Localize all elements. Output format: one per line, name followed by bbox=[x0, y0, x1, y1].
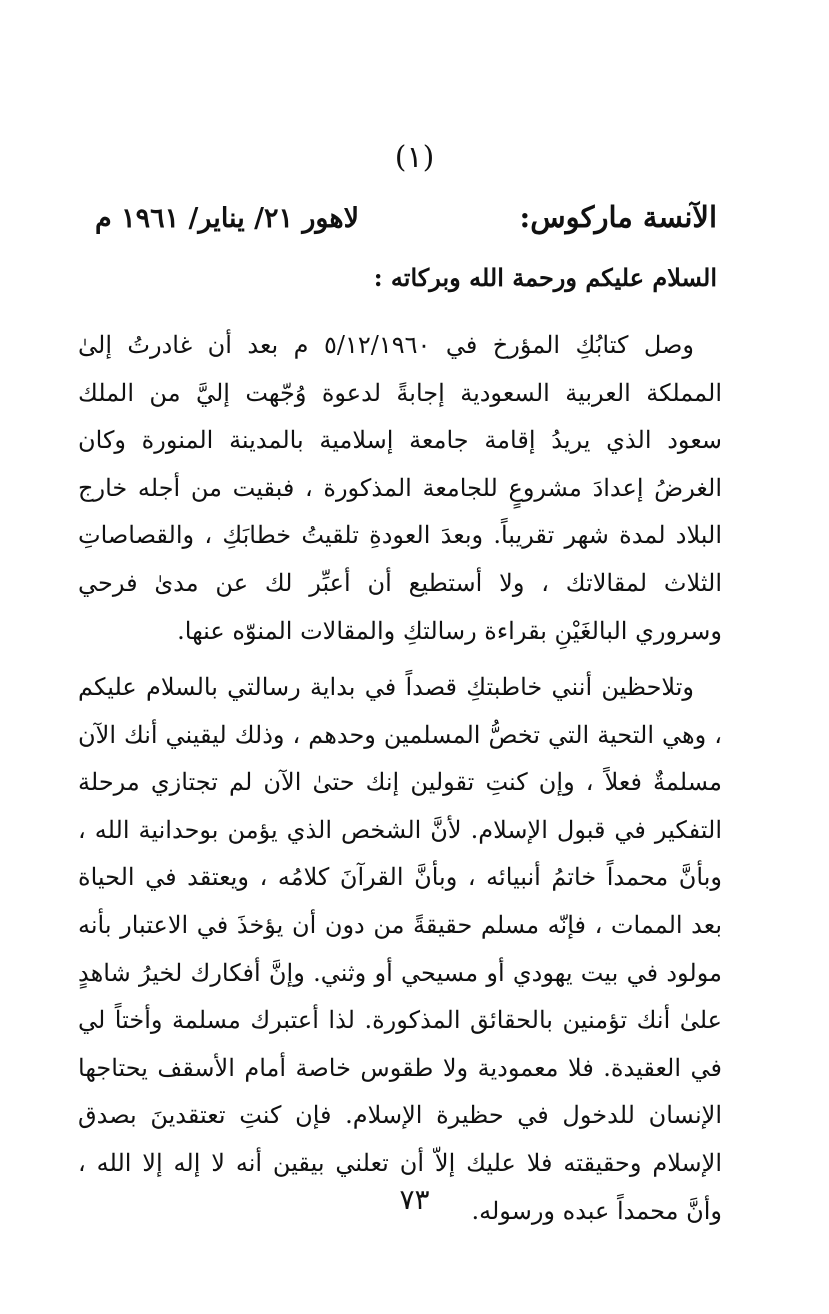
page-number: ٧٣ bbox=[399, 1183, 430, 1216]
letter-number: (١) bbox=[394, 140, 435, 175]
paragraph-2-text: وتلاحظين أنني خاطبتكِ قصداً في بداية رسالتي بالسلام عليكم ، وهي التحية التي تخصُّ المسلمين وحدهم ، وذلك ليقيني أنك الآن مسلمةٌ فعلاً ، وإن كنتِ تقولين إنك حتىٰ الآن لم تجتازي مرحلة التفكير في قبول الإسلام. لأنَّ الشخص الذي يؤمن بوحدانية الله ، وبأنَّ محمداً خاتمُ أنبيائه ، وبأنَّ القرآنَ كلامُه ، ويعتقد في الحياة بعد الممات ، فإنّه مسلم حقيقةً من دون أن يؤخذَ في الاعتبار بأنه مولود في بيت يهودي أو مسيحي أو وثني. وإنَّ أفكارك لخيرُ شاهدٍ علىٰ أنك تؤمنين بالحقائق المذكورة. لذا أعتبرك مسلمة وأختاً لي في العقيدة. فلا معمودية ولا طقوس خاصة أمام الأسقف يحتاجها الإنسان للدخول في حظيرة الإسلام. فإن كنتِ تعتقدينَ بصدق الإسلام وحقيقته فلا عليك إلاّ أن تعلني بيقين أنه لا إله إلا الله ، وأنَّ محمداً عبده ورسوله. bbox=[78, 673, 722, 1225]
paragraph-1 bbox=[78, 322, 722, 655]
letter-header bbox=[95, 200, 717, 234]
place-date: لاهور ٢١/ يناير/ ١٩٦١ م bbox=[95, 203, 360, 234]
greeting: السلام عليكم ورحمة الله وبركاته : bbox=[373, 263, 717, 292]
paragraph-2 bbox=[78, 664, 722, 1235]
paragraph-1-text: وصل كتابُكِ المؤرخ في ٥/١٢/١٩٦٠ م بعد أن غادرتُ إلىٰ المملكة العربية السعودية إجابةً لدعوة وُجّهت إليَّ من الملك سعود الذي يريدُ إقامة جامعة إسلامية بالمدينة المنورة وكان الغرضُ إعدادَ مشروعٍ للجامعة المذكورة ، فبقيت من أجله خارج البلاد لمدة شهر تقريباً. وبعدَ العودةِ تلقيتُ خطابَكِ ، والقصاصاتِ الثلاث لمقالاتك ، ولا أستطيع أن أعبِّر لك عن مدىٰ فرحي وسروري البالغَيْنِ بقراءة رسالتكِ والمقالات المنوّه عنها. bbox=[78, 331, 722, 645]
recipient-name: الآنسة ماركوس: bbox=[519, 200, 717, 234]
